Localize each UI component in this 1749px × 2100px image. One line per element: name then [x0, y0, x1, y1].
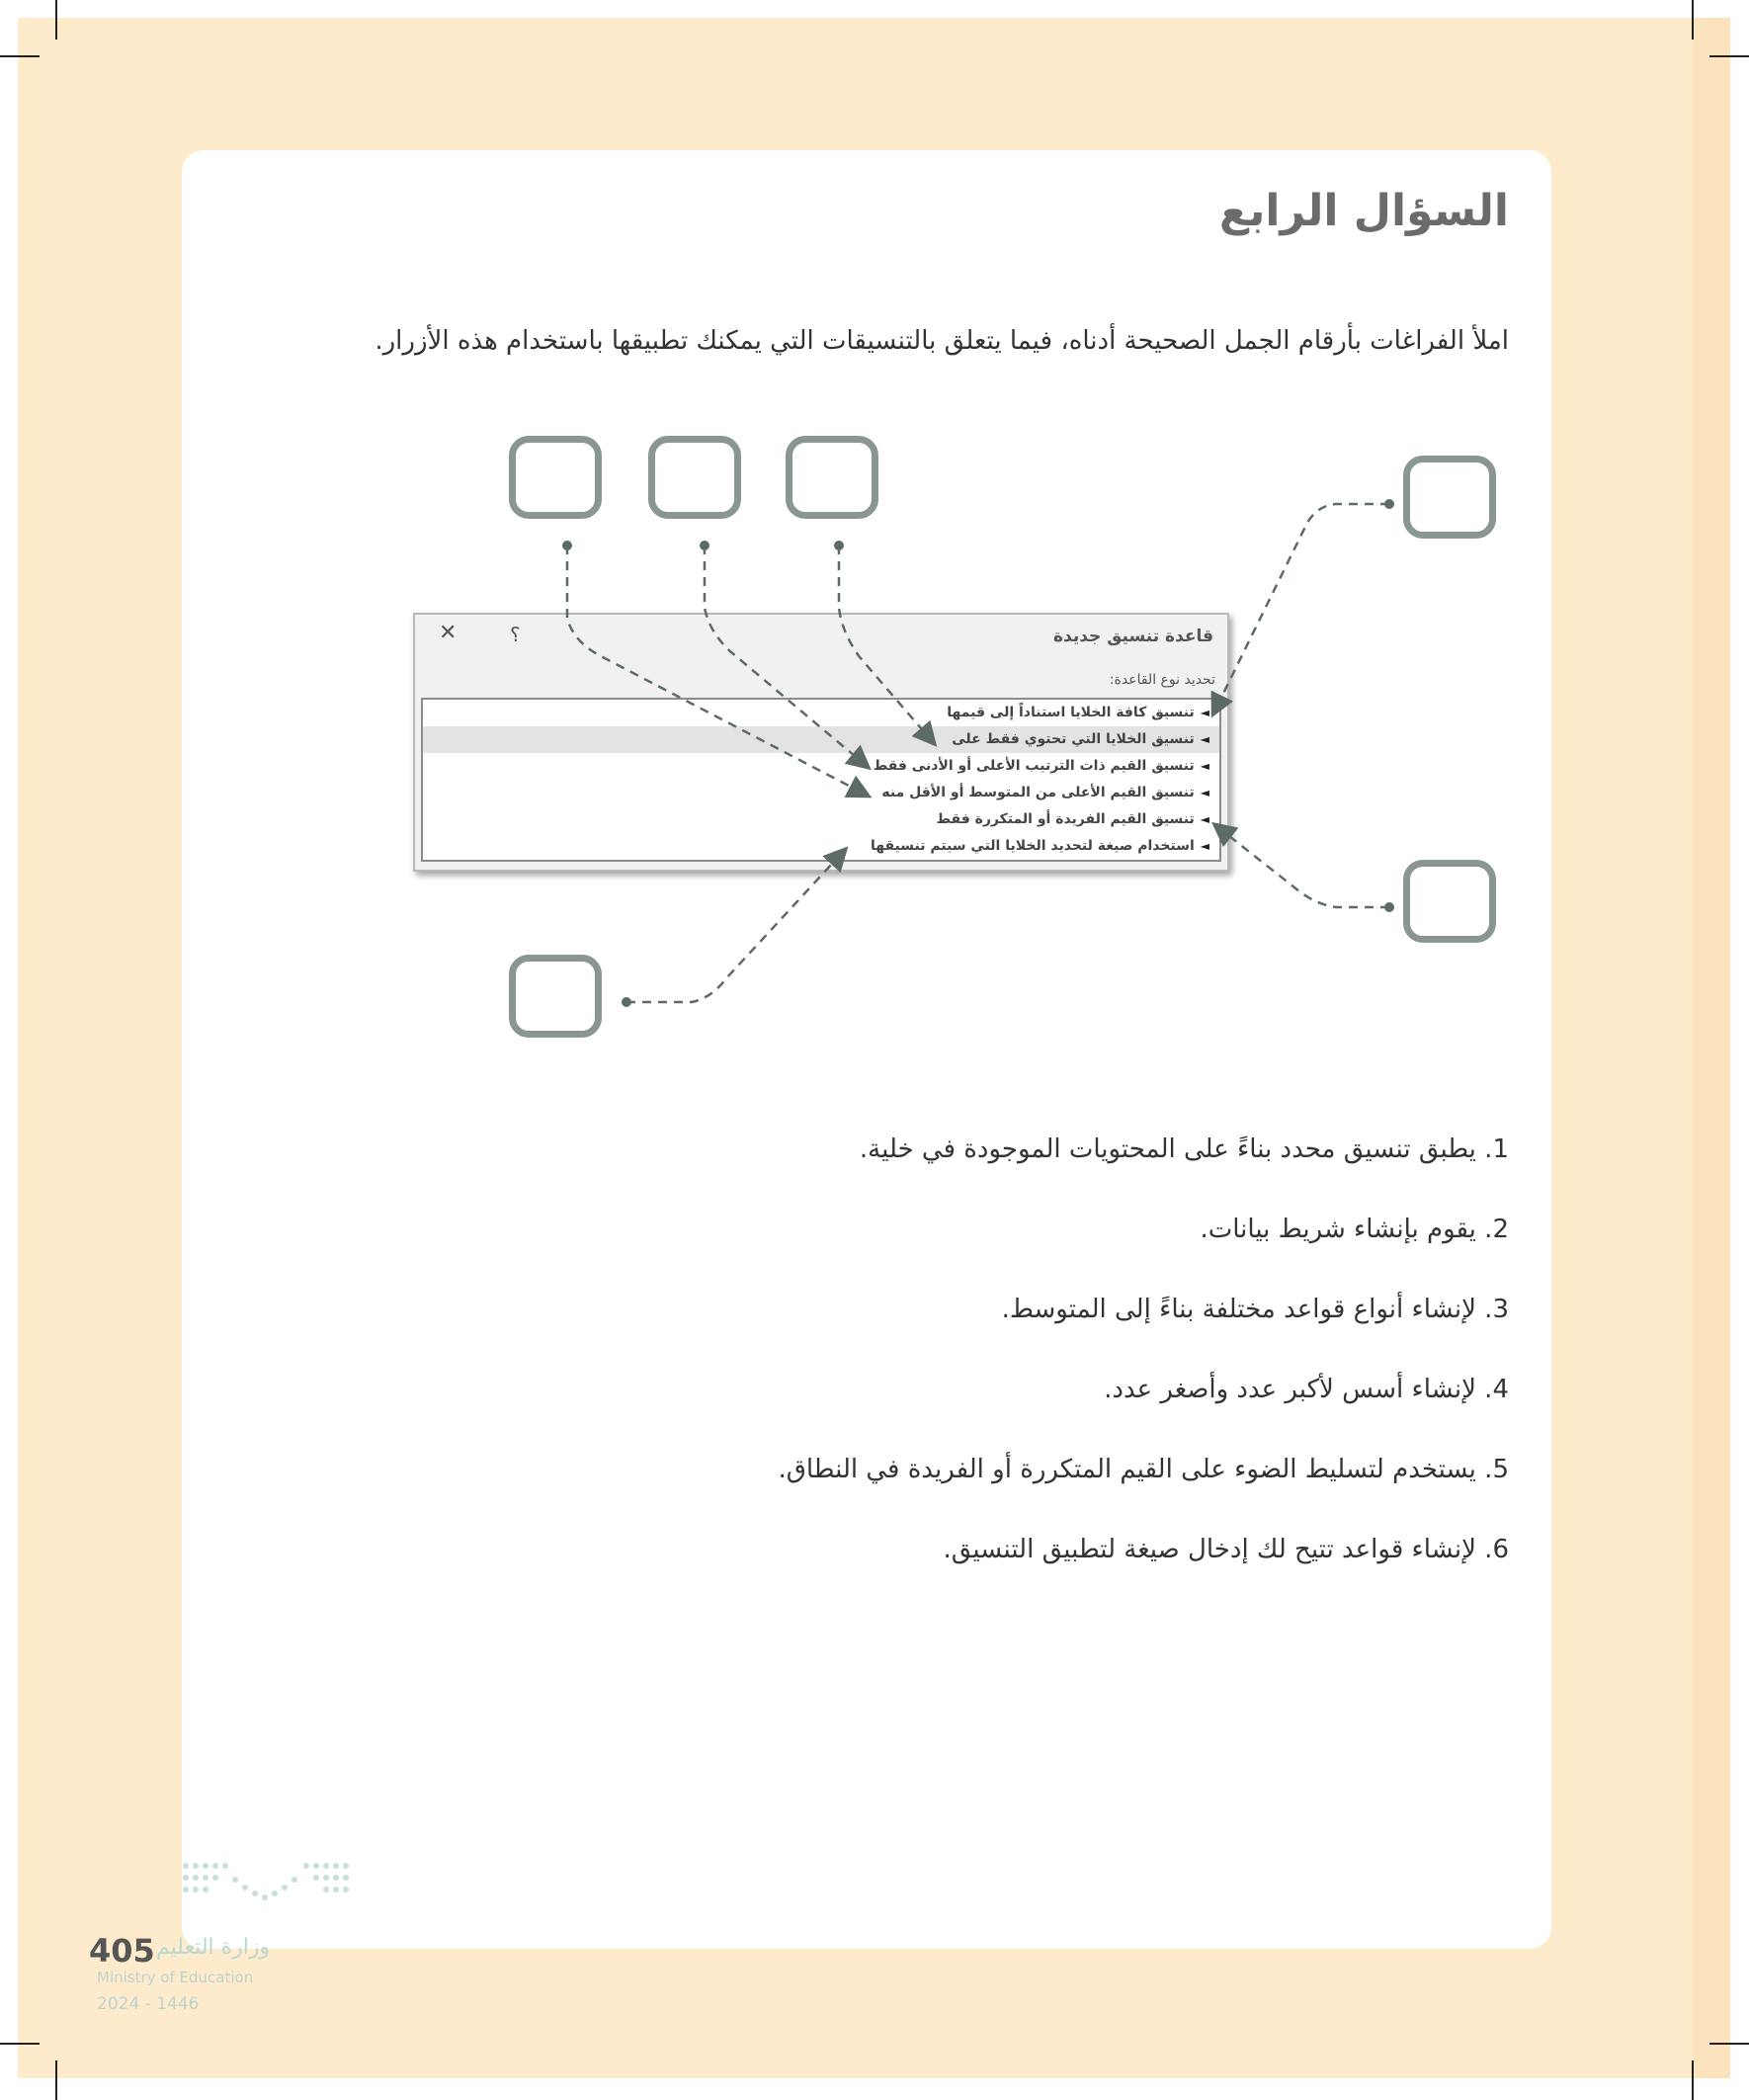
- page-number: 405: [89, 1932, 155, 1970]
- rule-item[interactable]: ◄تنسيق القيم الأعلى من المتوسط أو الأقل منه: [881, 785, 1209, 800]
- dialog-title: قاعدة تنسيق جديدة: [1052, 627, 1213, 646]
- rule-item[interactable]: ◄تنسيق كافة الخلايا استناداً إلى قيمها: [947, 705, 1209, 720]
- answer-box-6[interactable]: [509, 955, 602, 1038]
- new-formatting-rule-dialog: [413, 613, 1229, 872]
- sentence-6: 6. لإنشاء قواعد تتيح لك إدخال صيغة لتطبيق التنسيق.: [943, 1535, 1509, 1564]
- triangle-icon: ◄: [1200, 812, 1209, 826]
- crop-mark: [0, 55, 40, 57]
- rule-item[interactable]: ◄استخدام صيغة لتحديد الخلايا التي سيتم تنسيقها: [870, 838, 1209, 854]
- question-instruction: املأ الفراغات بأرقام الجمل الصحيحة أدناه، فيما يتعلق بالتنسيقات التي يمكنك تطبيقها باستخدام هذه الأزرار.: [375, 326, 1509, 356]
- triangle-icon: ◄: [1200, 706, 1209, 719]
- answer-box-2[interactable]: [648, 436, 741, 519]
- answer-box-4[interactable]: [1403, 456, 1496, 539]
- rule-item[interactable]: ◄تنسيق القيم الفريدة أو المتكررة فقط: [936, 811, 1209, 827]
- content-card: [182, 150, 1551, 1949]
- sentence-2: 2. يقوم بإنشاء شريط بيانات.: [1200, 1215, 1509, 1244]
- ministry-name-en: Ministry of Education: [97, 1969, 254, 1986]
- sentence-1: 1. يطبق تنسيق محدد بناءً على المحتويات الموجودة في خلية.: [859, 1134, 1509, 1164]
- crop-mark: [0, 2043, 40, 2045]
- answer-box-5[interactable]: [1403, 860, 1496, 943]
- academic-year: 2024 - 1446: [97, 1994, 200, 2014]
- ministry-logo-icon: [178, 1858, 356, 1917]
- help-icon[interactable]: ؟: [510, 623, 521, 646]
- question-title: السؤال الرابع: [1218, 186, 1509, 236]
- crop-mark: [55, 0, 57, 40]
- sentence-3: 3. لإنشاء أنواع قواعد مختلفة بناءً إلى المتوسط.: [1001, 1295, 1509, 1324]
- page-edge-strip: [1693, 18, 1730, 2078]
- crop-mark: [1709, 2043, 1749, 2045]
- triangle-icon: ◄: [1200, 759, 1209, 773]
- triangle-icon: ◄: [1200, 732, 1209, 746]
- crop-mark: [1692, 0, 1694, 40]
- crop-mark: [1709, 55, 1749, 57]
- rule-type-label: تحديد نوع القاعدة:: [1109, 672, 1215, 688]
- rule-item[interactable]: ◄تنسيق القيم ذات الترتيب الأعلى أو الأدنى فقط: [873, 758, 1209, 774]
- triangle-icon: ◄: [1200, 839, 1209, 853]
- answer-box-1[interactable]: [509, 436, 602, 519]
- triangle-icon: ◄: [1200, 786, 1209, 799]
- close-icon[interactable]: ✕: [439, 621, 458, 645]
- sentence-5: 5. يستخدم لتسليط الضوء على القيم المتكررة أو الفريدة في النطاق.: [778, 1455, 1509, 1484]
- ministry-name-ar: وزارة التعليم: [156, 1935, 271, 1960]
- crop-mark: [1692, 2060, 1694, 2100]
- rule-item[interactable]: ◄تنسيق الخلايا التي تحتوي فقط على: [423, 726, 1219, 753]
- rule-type-list: [421, 698, 1221, 862]
- crop-mark: [55, 2060, 57, 2100]
- sentence-4: 4. لإنشاء أسس لأكبر عدد وأصغر عدد.: [1104, 1375, 1509, 1404]
- answer-box-3[interactable]: [786, 436, 878, 519]
